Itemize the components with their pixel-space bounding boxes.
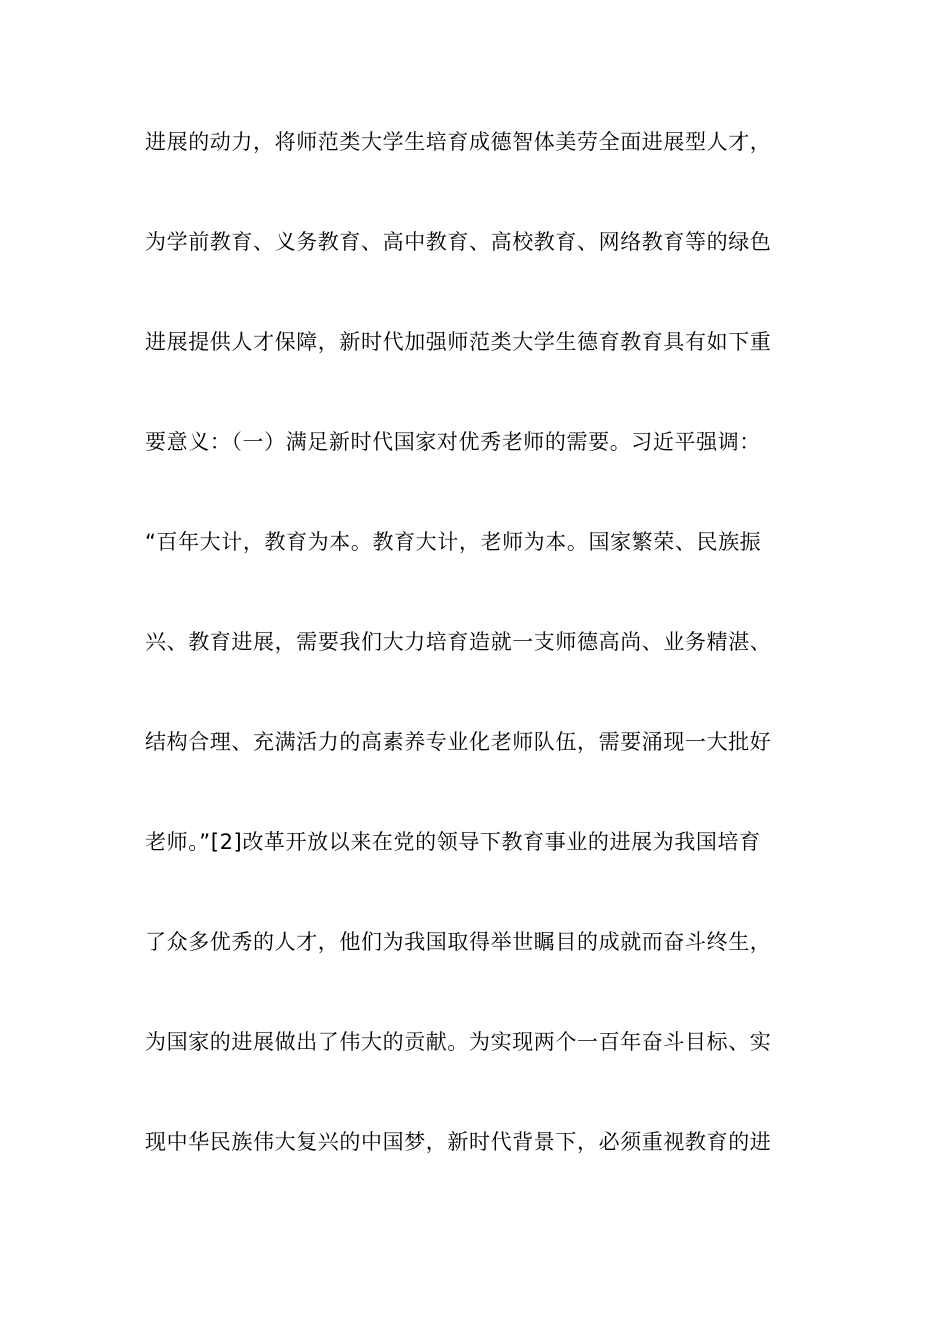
text-line-7: 结构合理、充满活力的高素养专业化老师队伍，需要涌现一大批好 <box>145 730 772 754</box>
text-line-4: 要意义：（一）满足新时代国家对优秀老师的需要。习近平强调： <box>145 430 761 454</box>
text-line-11: 现中华民族伟大复兴的中国梦，新时代背景下，必须重视教育的进 <box>145 1130 772 1154</box>
text-line-10: 为国家的进展做出了伟大的贡献。为实现两个一百年奋斗目标、实 <box>145 1030 772 1054</box>
text-line-5: “百年大计，教育为本。教育大计，老师为本。国家繁荣、民族振 <box>145 530 762 554</box>
text-line-6: 兴、教育进展，需要我们大力培育造就一支师德高尚、业务精湛、 <box>145 630 772 654</box>
body-text <box>145 128 815 1228</box>
text-line-8: 老师。”[2]改革开放以来在党的领导下教育事业的进展为我国培育 <box>145 830 761 854</box>
text-line-3: 进展提供人才保障，新时代加强师范类大学生德育教育具有如下重 <box>145 330 772 354</box>
text-line-2: 为学前教育、义务教育、高中教育、高校教育、网络教育等的绿色 <box>145 230 772 254</box>
text-line-9: 了众多优秀的人才，他们为我国取得举世瞩目的成就而奋斗终生， <box>145 930 772 954</box>
text-line-1: 进展的动力，将师范类大学生培育成德智体美劳全面进展型人才， <box>145 130 772 154</box>
